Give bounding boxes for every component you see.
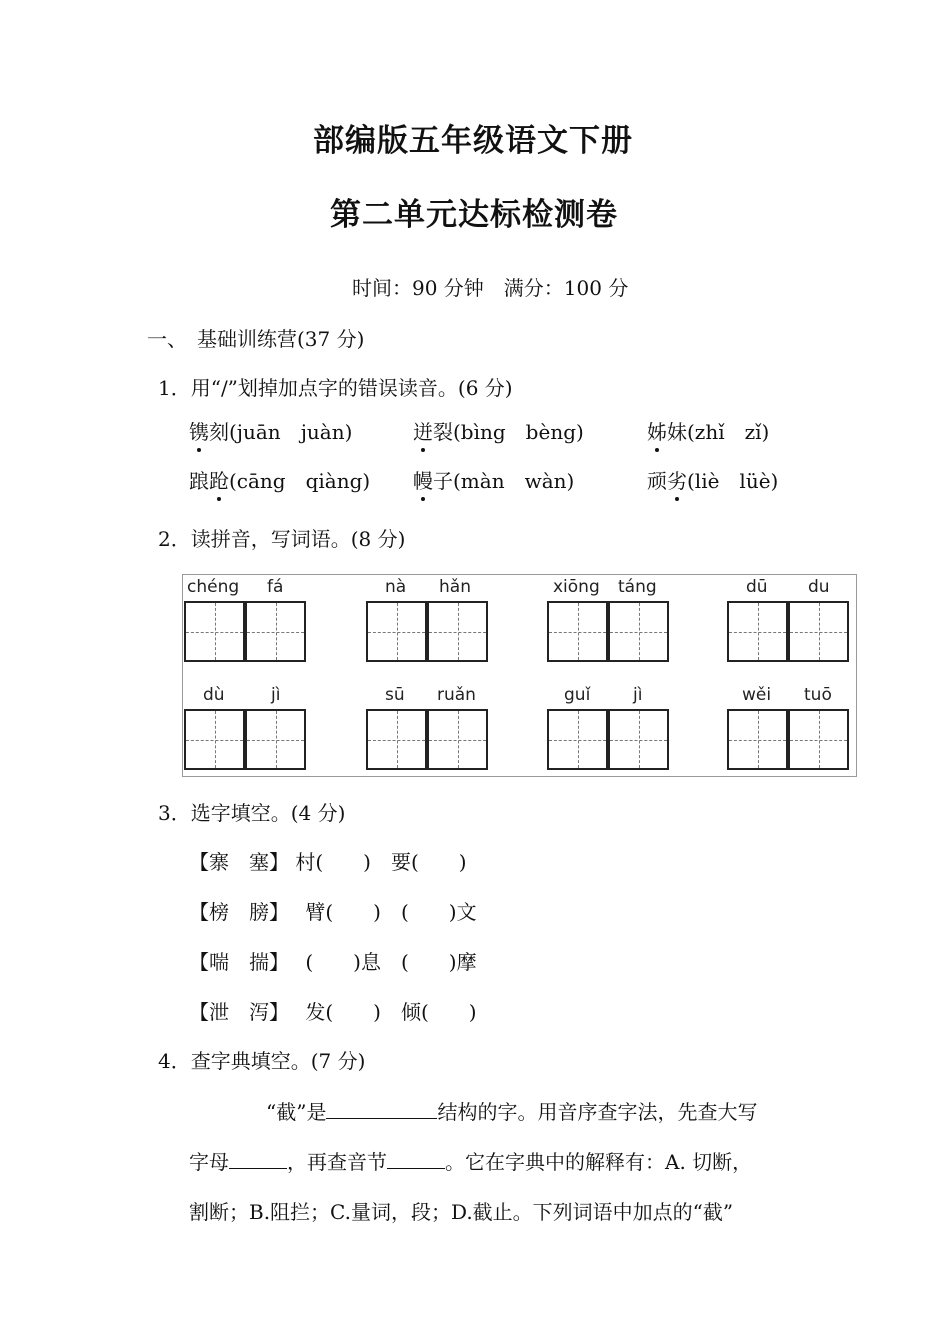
pinyin-label: táng (618, 577, 657, 597)
q4-text: 字母 (189, 1150, 229, 1174)
char: 裂 (433, 420, 453, 444)
writing-box[interactable] (788, 709, 849, 770)
pinyin-label: jì (271, 685, 281, 705)
writing-box[interactable] (788, 601, 849, 662)
q4-prompt: 4．查字典填空。(7 分) (158, 1049, 366, 1073)
writing-box[interactable] (245, 709, 306, 770)
q1-item (189, 465, 370, 494)
writing-box[interactable] (366, 709, 427, 770)
fill-items[interactable]: 发( ) 倾( ) (305, 1000, 477, 1024)
pinyin-label: tuō (804, 685, 832, 705)
pinyin-label: hǎn (439, 577, 471, 597)
pinyin-label: guǐ (564, 685, 591, 705)
pinyin-options: (liè lüè) (687, 469, 779, 493)
pinyin-grid (182, 574, 857, 777)
writing-box[interactable] (608, 601, 669, 662)
q1-item (413, 465, 574, 494)
answer-blank[interactable] (387, 1150, 445, 1169)
pinyin-label: fá (267, 577, 284, 597)
writing-box[interactable] (366, 601, 427, 662)
char-options: 【榜 膀】 (189, 900, 289, 924)
char: 妹 (667, 420, 687, 444)
answer-blank[interactable] (326, 1100, 437, 1119)
pinyin-label: dū (746, 577, 768, 597)
pinyin-options: (cāng qiàng) (229, 469, 371, 493)
pinyin-label: dù (203, 685, 225, 705)
q4-text: 结构的字。用音序查字法，先查大写 (437, 1100, 758, 1124)
q4-line-2 (189, 1146, 752, 1175)
q3-row (189, 846, 467, 875)
char: 子 (433, 469, 453, 493)
fill-items[interactable]: ( )息 ( )摩 (305, 950, 477, 974)
q1-item (189, 416, 352, 445)
dotted-char: 姊 (647, 416, 667, 445)
answer-blank[interactable] (229, 1150, 287, 1169)
char: 踉 (189, 469, 209, 493)
q3-row (189, 896, 477, 925)
writing-box[interactable] (427, 601, 488, 662)
writing-box[interactable] (727, 601, 788, 662)
q4-line-1 (266, 1096, 757, 1125)
q2-prompt: 2．读拼音，写词语。(8 分) (158, 527, 406, 551)
writing-box[interactable] (547, 709, 608, 770)
fill-items[interactable]: 臂( ) ( )文 (305, 900, 477, 924)
writing-box[interactable] (727, 709, 788, 770)
pinyin-label: xiōng (553, 577, 600, 597)
time-info: 时间：90 分钟 满分：100 分 (352, 276, 629, 300)
dotted-char: 迸 (413, 416, 433, 445)
fill-items[interactable]: 村( ) 要( ) (295, 850, 467, 874)
dotted-char: 镌 (189, 416, 209, 445)
q4-text: “截”是 (266, 1100, 327, 1124)
q1-item (647, 416, 769, 445)
pinyin-label: wěi (742, 685, 772, 705)
writing-box[interactable] (184, 601, 245, 662)
q4-line-3: 割断；B.阻拦；C.量词，段；D.截止。下列词语中加点的“截” (189, 1200, 734, 1224)
pinyin-label: ruǎn (437, 685, 476, 705)
q1-prompt: 1．用“/”划掉加点字的错误读音。(6 分) (158, 376, 513, 400)
section-1-heading: 一、 基础训练营(37 分) (147, 327, 365, 351)
q1-item (413, 416, 584, 445)
pinyin-label: jì (633, 685, 643, 705)
char: 顽 (647, 469, 667, 493)
q3-prompt: 3．选字填空。(4 分) (158, 801, 346, 825)
dotted-char: 跄 (209, 465, 229, 494)
dotted-char: 劣 (667, 465, 687, 494)
pinyin-label: du (808, 577, 830, 597)
writing-box[interactable] (608, 709, 669, 770)
char-options: 【喘 揣】 (189, 950, 289, 974)
pinyin-label: nà (385, 577, 407, 597)
q3-row (189, 996, 477, 1025)
writing-box[interactable] (245, 601, 306, 662)
writing-box[interactable] (184, 709, 245, 770)
title-line-2: 第二单元达标检测卷 (330, 197, 618, 233)
char-options: 【泄 泻】 (189, 1000, 289, 1024)
pinyin-options: (màn wàn) (453, 469, 575, 493)
writing-box[interactable] (547, 601, 608, 662)
q4-text: 。它在字典中的解释有：A. 切断， (445, 1150, 753, 1174)
pinyin-options: (juān juàn) (229, 420, 353, 444)
title-line-1: 部编版五年级语文下册 (313, 123, 633, 159)
pinyin-label: sū (385, 685, 405, 705)
writing-box[interactable] (427, 709, 488, 770)
dotted-char: 幔 (413, 465, 433, 494)
char-options: 【寨 塞】 (189, 850, 289, 874)
q3-row (189, 946, 477, 975)
q1-item (647, 465, 778, 494)
pinyin-label: chéng (187, 577, 240, 597)
q4-text: ，再查音节 (287, 1150, 387, 1174)
pinyin-options: (zhǐ zǐ) (687, 420, 770, 444)
pinyin-options: (bìng bèng) (453, 420, 584, 444)
char: 刻 (209, 420, 229, 444)
